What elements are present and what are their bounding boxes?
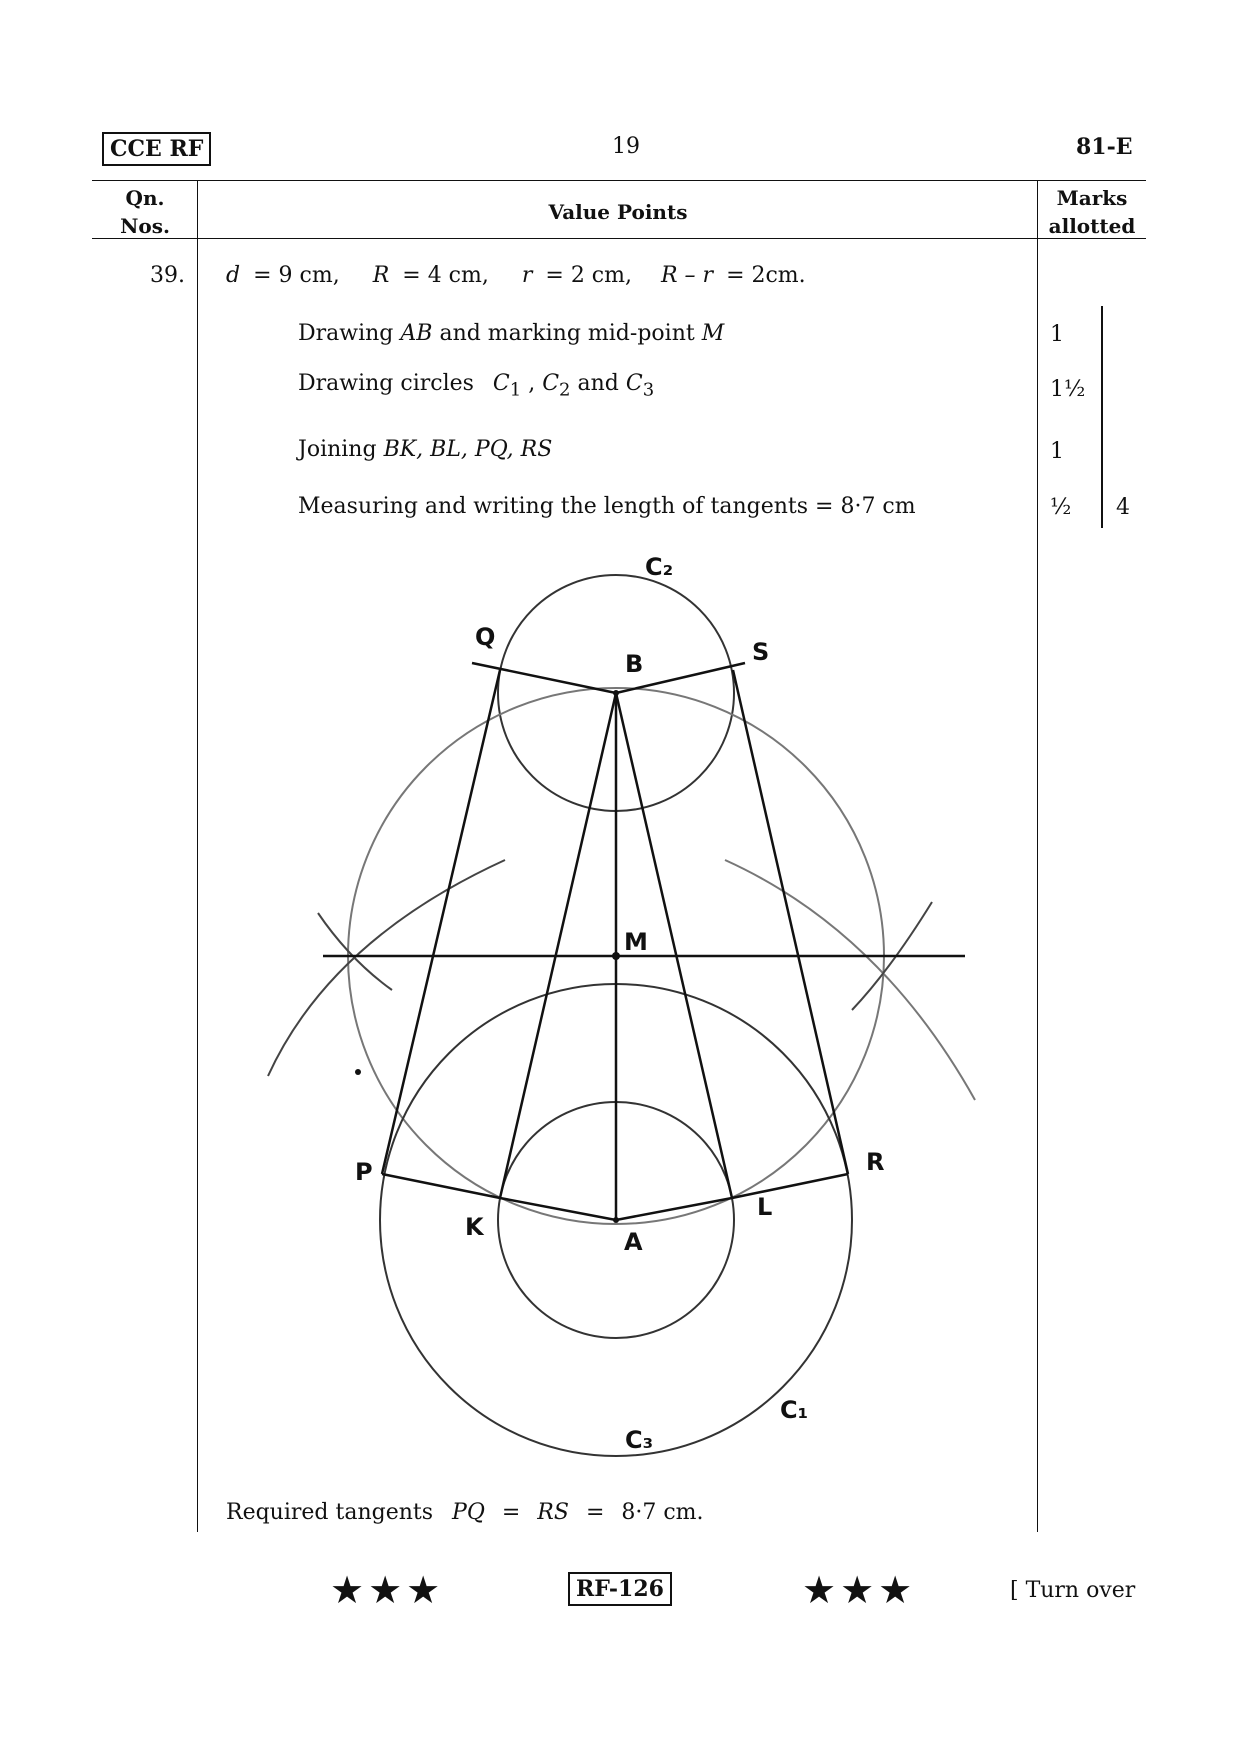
label-p: P (355, 1158, 373, 1186)
point-b (613, 690, 619, 696)
conclusion (226, 1500, 704, 1526)
step-1-m: M (701, 321, 725, 346)
conclusion-pre: Required tangents (226, 1500, 434, 1525)
given-d-symbol: d (226, 263, 241, 288)
label-s: S (752, 638, 770, 666)
total-marks: 4 (1116, 495, 1130, 520)
label-c3: C₃ (625, 1426, 654, 1454)
qn-header-line2: Nos. (120, 214, 170, 238)
label-k: K (465, 1213, 484, 1241)
step-3-segments: BK, BL, PQ, RS (383, 437, 553, 462)
header-left-label: CCE RF (102, 132, 211, 166)
step-3-mark: 1 (1050, 439, 1064, 464)
segment-qb (472, 663, 616, 693)
qn-header-line1: Qn. (125, 186, 165, 210)
value-points-header: Value Points (548, 200, 688, 224)
marks-header-line2: allotted (1048, 214, 1136, 238)
label-a: A (624, 1228, 643, 1256)
given-r-value: = 2 cm, (545, 263, 632, 288)
step-4-mark: ½ (1050, 495, 1072, 520)
step-2-sep1: , (521, 371, 543, 396)
step-2-c3-sub: 3 (642, 379, 655, 401)
label-l: L (757, 1193, 773, 1221)
segment-pk (382, 1174, 500, 1198)
step-2-c1-sub: 1 (509, 379, 522, 401)
arc-left-upper (268, 860, 505, 1076)
step-1-ab: AB (400, 321, 433, 346)
step-2-pre: Drawing circles (298, 371, 481, 396)
given-diff-symbol: R – r (660, 263, 714, 288)
segment-lr (732, 1174, 848, 1198)
label-c2: C₂ (645, 553, 674, 581)
label-q: Q (475, 623, 496, 651)
question-number: 39. (150, 263, 185, 288)
turn-over: [ Turn over (1010, 1578, 1136, 1603)
stray-dot (355, 1069, 361, 1075)
step-3-pre: Joining (298, 437, 384, 462)
step-2-c2-sub: 2 (559, 379, 571, 401)
step-1-mid: and marking mid-point (432, 321, 702, 346)
given-d-value: = 9 cm, (253, 263, 340, 288)
paper-code: 81-E (1076, 134, 1133, 160)
step-2-mark: 1½ (1050, 377, 1086, 402)
step-1-pre: Drawing (298, 321, 401, 346)
footer-code: RF-126 (568, 1572, 672, 1606)
tangent-rs (733, 670, 848, 1174)
given-R-value: = 4 cm, (402, 263, 489, 288)
label-c1: C₁ (780, 1396, 809, 1424)
step-1-mark: 1 (1050, 322, 1064, 347)
conclusion-eq1: = (501, 1500, 521, 1525)
given-r-symbol: r (521, 263, 533, 288)
marks-header-line1: Marks (1056, 186, 1128, 210)
arc-right-upper (725, 860, 975, 1100)
footer-stars-left: ★★★ (330, 1568, 445, 1612)
page-number: 19 (612, 134, 640, 159)
step-2-c2: C (542, 371, 560, 396)
label-m: M (624, 928, 648, 956)
conclusion-pq: PQ (452, 1500, 485, 1525)
point-m (612, 952, 620, 960)
line-bk (500, 693, 616, 1198)
conclusion-rs: RS (537, 1500, 569, 1525)
label-r: R (866, 1148, 885, 1176)
step-2-c3: C (625, 371, 643, 396)
tangent-pq (382, 670, 500, 1174)
label-b: B (625, 650, 644, 678)
conclusion-value: 8·7 cm. (621, 1500, 704, 1525)
step-2-sep2: and (570, 371, 626, 396)
conclusion-eq2: = (585, 1500, 605, 1525)
step-2-c1: C (492, 371, 510, 396)
given-R-symbol: R (372, 263, 390, 288)
given-diff-value: = 2cm. (726, 263, 806, 288)
step-4: Measuring and writing the length of tangents = 8·7 cm (298, 494, 916, 519)
arc-left-lower (318, 913, 392, 990)
footer-stars-right: ★★★ (802, 1568, 917, 1612)
point-a (613, 1217, 619, 1223)
